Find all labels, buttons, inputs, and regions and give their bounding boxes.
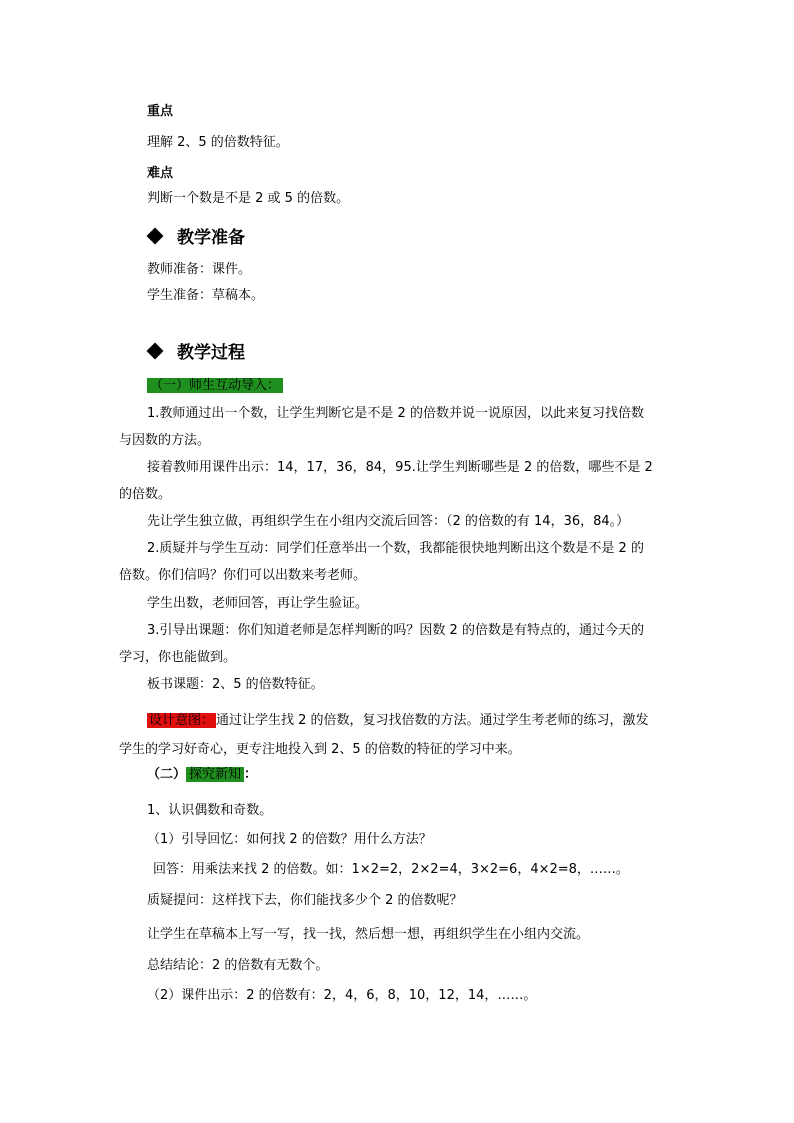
prep-teacher: 教师准备：课件。 <box>147 262 252 277</box>
focus-heading: 重点 <box>147 104 174 119</box>
part2-prefix: （二） <box>147 767 187 782</box>
design-intent-line-1 <box>147 713 649 729</box>
paragraph-6-line-2: 学习，你也能做到。 <box>119 650 237 665</box>
paragraph-7: 板书课题：2、5 的倍数特征。 <box>147 677 324 692</box>
step-4: 质疑提问：这样找下去，你们能找多少个 2 的倍数呢？ <box>147 893 463 908</box>
paragraph-1-line-2: 与因数的方法。 <box>119 433 211 448</box>
part2-label-highlight: 探究新知 <box>186 767 244 782</box>
design-intent-line-2: 学生的学习好奇心，更专注地投入到 2、5 的倍数的特征的学习中来。 <box>119 742 521 757</box>
paragraph-1-line-1: 1.教师通过出一个数，让学生判断它是不是 2 的倍数并说一说原因，以此来复习找倍数 <box>147 406 644 421</box>
part1-label-highlight: （一）师生互动导入： <box>147 378 283 393</box>
diamond-bullet-icon <box>147 343 164 360</box>
design-intent-text: 通过让学生找 2 的倍数，复习找倍数的方法。通过学生考老师的练习，激发 <box>216 713 649 728</box>
paragraph-4-line-2: 倍数。你们信吗？你们可以出数来考老师。 <box>119 568 367 583</box>
diamond-bullet-icon <box>147 228 164 245</box>
paragraph-4-line-1: 2.质疑并与学生互动：同学们任意举出一个数，我都能很快地判断出这个数是不是 2 的 <box>147 541 644 556</box>
focus-text: 理解 2、5 的倍数特征。 <box>147 135 289 150</box>
step-6: 总结结论：2 的倍数有无数个。 <box>147 958 329 973</box>
paragraph-2-line-2: 的倍数。 <box>119 487 172 502</box>
difficulty-heading: 难点 <box>147 166 174 181</box>
part2-suffix: ： <box>244 767 258 782</box>
prep-section-title <box>147 228 245 248</box>
step-5: 让学生在草稿本上写一写，找一找，然后想一想，再组织学生在小组内交流。 <box>147 927 590 942</box>
paragraph-3: 先让学生独立做，再组织学生在小组内交流后回答：（2 的倍数的有 14，36，84。） <box>147 514 630 529</box>
step-2: （1）引导回忆：如何找 2 的倍数？用什么方法？ <box>147 832 432 847</box>
step-1: 1、认识偶数和奇数。 <box>147 803 273 818</box>
process-section-title <box>147 343 245 363</box>
difficulty-text: 判断一个数是不是 2 或 5 的倍数。 <box>147 191 350 206</box>
paragraph-6-line-1: 3.引导出课题：你们知道老师是怎样判断的吗？因数 2 的倍数是有特点的，通过今天的 <box>147 623 644 638</box>
step-3: 回答：用乘法来找 2 的倍数。如：1×2=2，2×2=4，3×2=6，4×2=8，……。 <box>153 862 629 877</box>
design-intent-label-highlight: 设计意图： <box>149 713 215 728</box>
step-7: （2）课件出示：2 的倍数有：2，4，6，8，10，12，14，……。 <box>147 988 537 1003</box>
prep-student: 学生准备：草稿本。 <box>147 288 265 303</box>
process-heading: 教学过程 <box>177 343 245 363</box>
prep-heading: 教学准备 <box>177 228 245 248</box>
paragraph-5: 学生出数，老师回答，再让学生验证。 <box>147 596 369 611</box>
paragraph-2-line-1: 接着教师用课件出示：14，17，36，84，95.让学生判断哪些是 2 的倍数，哪些不是 2 <box>147 460 653 475</box>
part1-heading <box>147 378 283 394</box>
part2-heading <box>147 767 257 783</box>
